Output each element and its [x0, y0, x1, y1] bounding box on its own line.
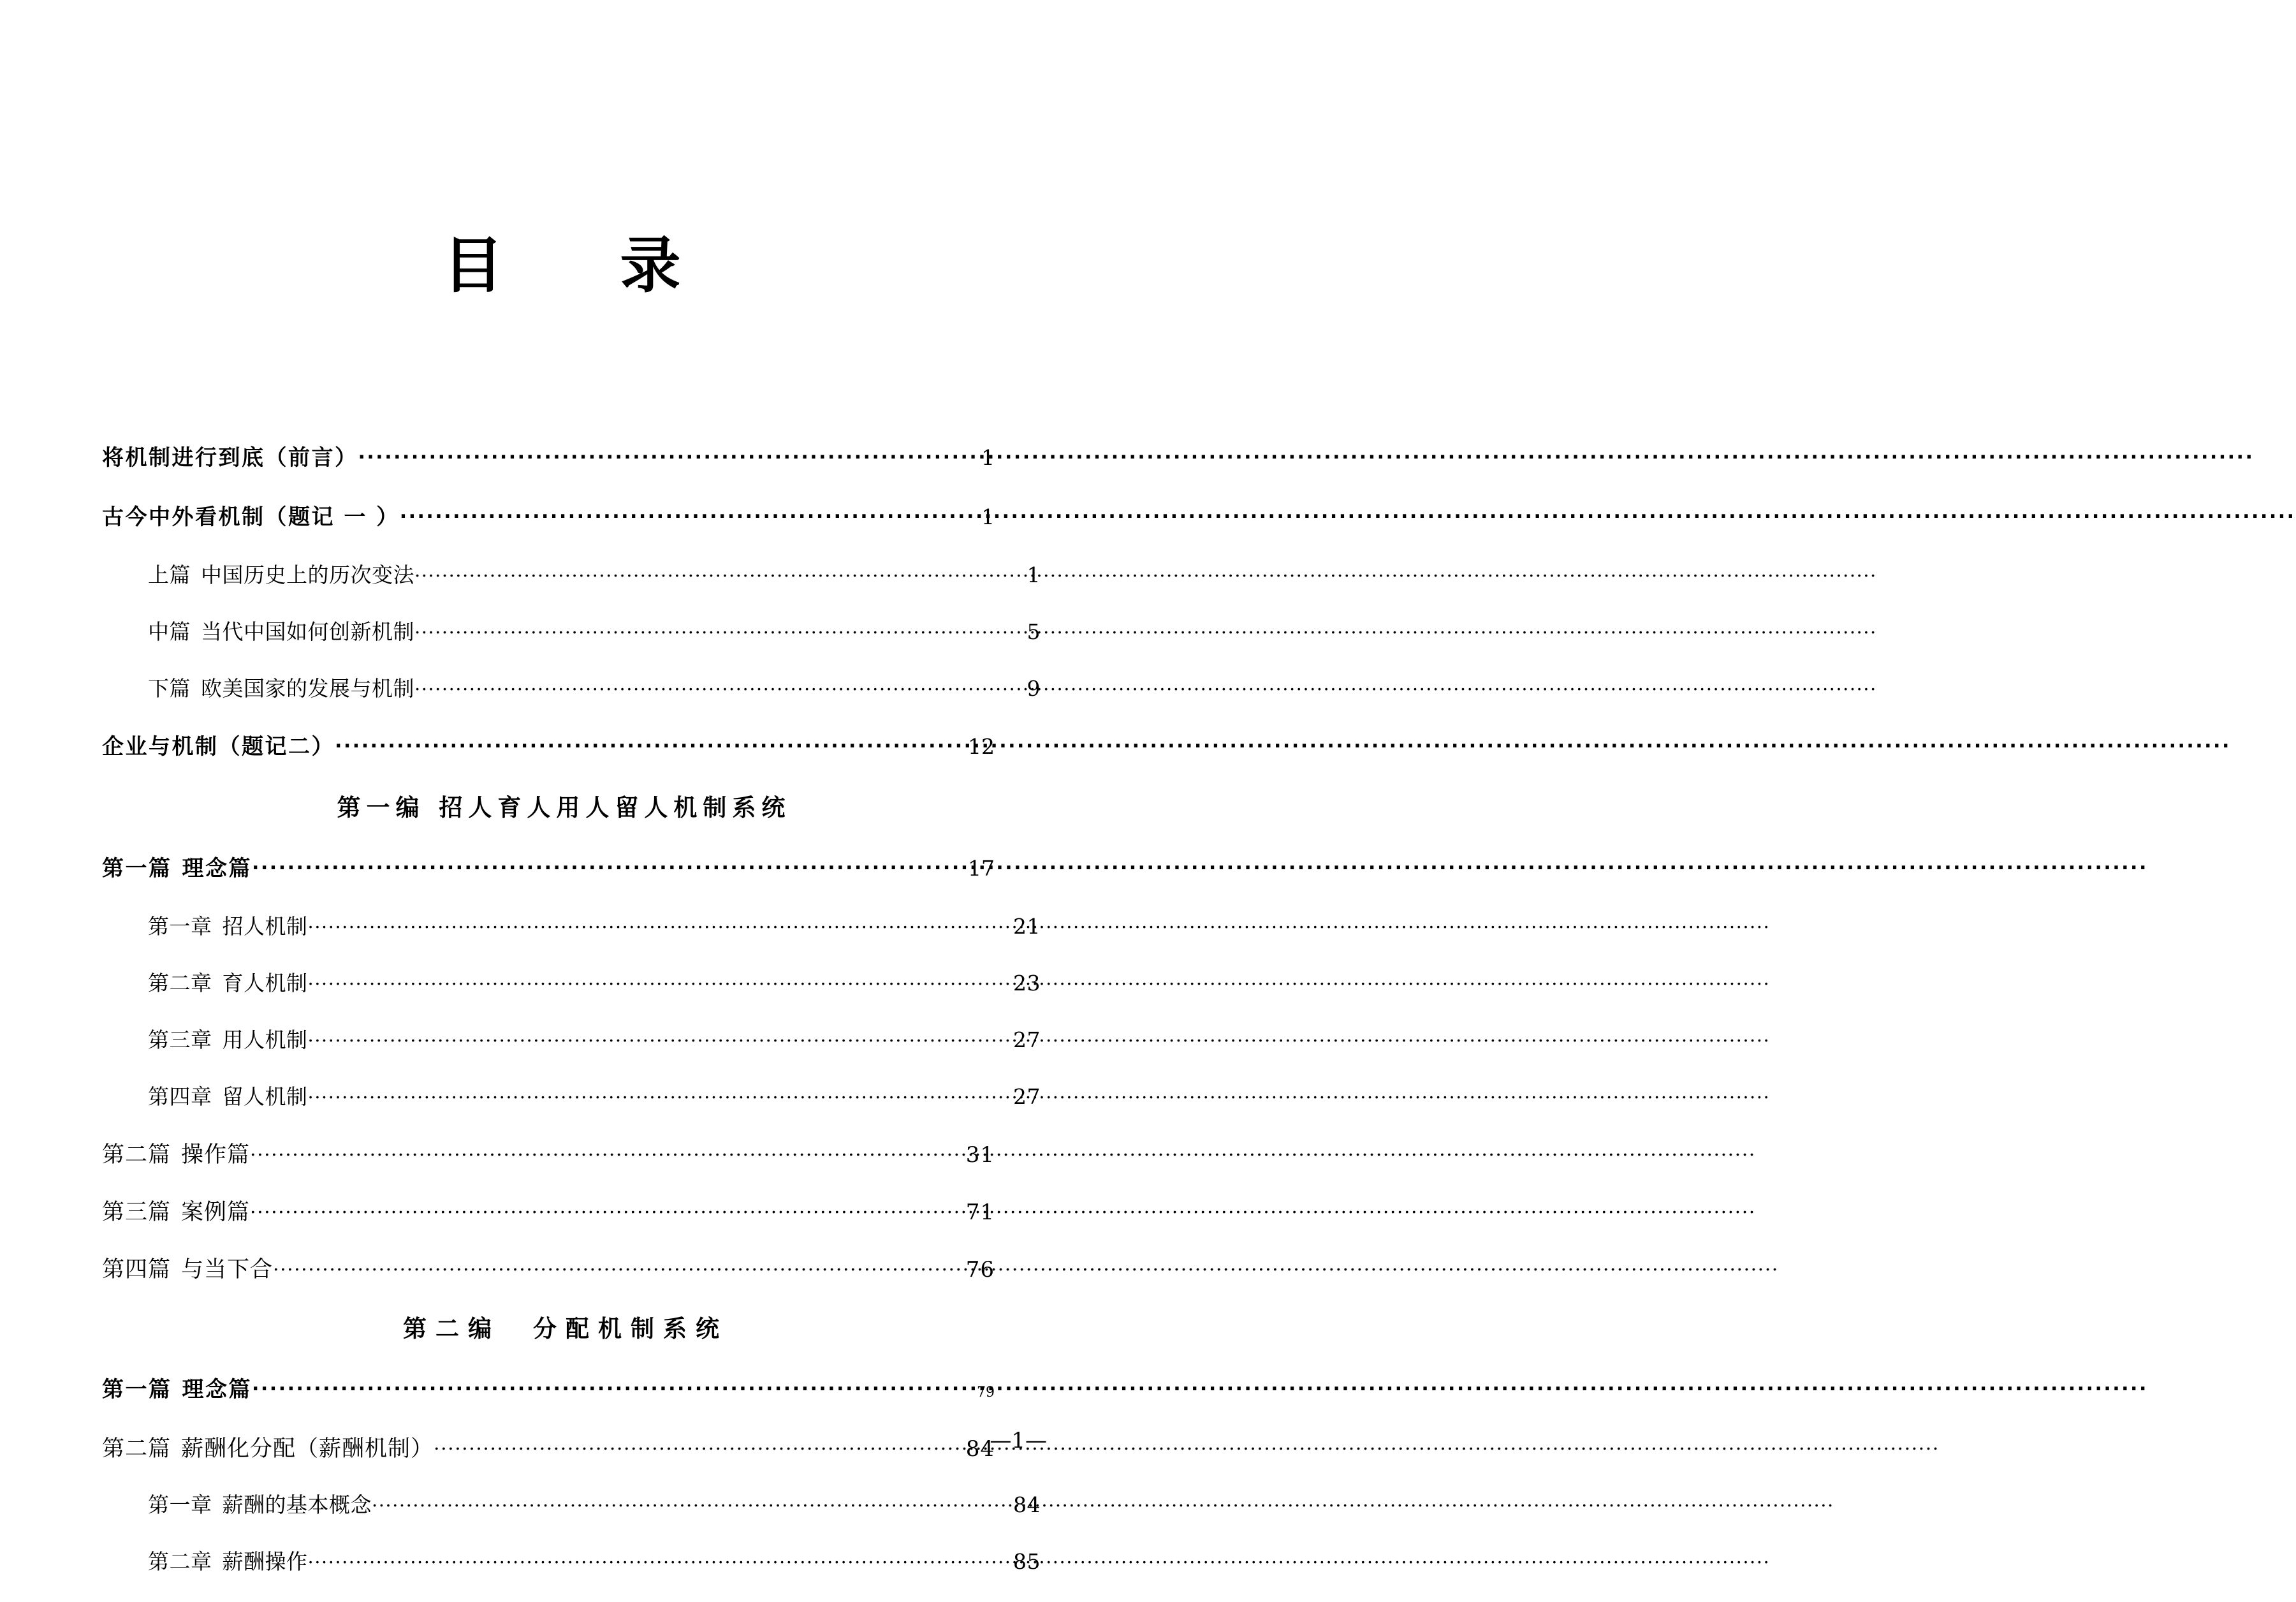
- toc-page-number: 85: [1013, 1549, 1041, 1574]
- toc-dot-leader: [335, 732, 959, 754]
- toc-page-number: 31: [965, 1142, 995, 1168]
- toc-page-number: 84: [965, 1436, 995, 1462]
- toc-entry-title: 欧美国家的发展与机制: [201, 676, 414, 701]
- toc-entry-title: 留人机制: [222, 1084, 308, 1109]
- toc-page-number: 1: [981, 504, 995, 529]
- toc-entry-title: 与当下合: [181, 1257, 274, 1282]
- toc-page-number: 76: [965, 1257, 995, 1282]
- toc-entry[interactable]: [102, 1252, 995, 1284]
- toc-entry-label: [102, 851, 252, 882]
- toc-entry-label: [102, 729, 335, 760]
- toc-entry[interactable]: [148, 1545, 1041, 1575]
- toc-dot-leader: [414, 675, 1005, 696]
- toc-entry-title: 案例篇: [181, 1200, 251, 1225]
- toc-dot-leader: [400, 503, 959, 524]
- toc-entry-label: [102, 1252, 273, 1284]
- toc-page-number: 9: [1027, 676, 1041, 701]
- toc-entry-prefix: 第四章: [148, 1084, 212, 1109]
- toc-entry[interactable]: [148, 1488, 1041, 1518]
- toc-entry-title: 薪酬的基本概念: [222, 1492, 372, 1517]
- toc-entry[interactable]: [102, 851, 995, 882]
- toc-entry-label: [102, 499, 400, 531]
- toc-page-number: 27: [1013, 1084, 1041, 1109]
- toc-entry-title: 薪酬化分配（薪酬机制）: [181, 1436, 434, 1462]
- toc-page-number: 71: [965, 1200, 995, 1225]
- toc-entry-label: [148, 1488, 372, 1518]
- toc-dot-leader: [308, 913, 1005, 934]
- toc-dot-leader: [372, 1491, 1005, 1512]
- toc-entry-label: [102, 1137, 250, 1169]
- toc-dot-leader: [273, 1254, 959, 1277]
- toc-entry-title: 理念篇: [182, 856, 252, 881]
- toc-entry[interactable]: [102, 1137, 995, 1169]
- toc-page-number: 84: [1013, 1492, 1041, 1517]
- toc-entry[interactable]: [102, 1372, 995, 1403]
- toc-entry-prefix: 第二章: [148, 971, 212, 996]
- toc-entry-title: 理念篇: [182, 1377, 252, 1402]
- toc-entry[interactable]: [102, 440, 995, 471]
- toc-entry[interactable]: [102, 499, 995, 531]
- toc-page-number: 5: [1027, 619, 1041, 644]
- toc-entry[interactable]: [102, 1431, 995, 1463]
- toc-entry-label: [102, 1194, 250, 1226]
- toc-page-number: 27: [1013, 1027, 1041, 1052]
- toc-entry[interactable]: [148, 910, 1041, 940]
- toc-entry-label: [102, 440, 358, 471]
- toc-list: [102, 440, 1041, 1602]
- toc-dot-leader: [308, 1083, 1005, 1104]
- toc-entry-prefix: 第一篇: [102, 856, 172, 881]
- toc-entry-label: [148, 1080, 308, 1110]
- toc-entry-prefix: 第三章: [148, 1027, 212, 1052]
- toc-entry[interactable]: [148, 967, 1041, 997]
- toc-page-number: 1: [1027, 562, 1041, 587]
- toc-entry-label: [148, 1545, 308, 1575]
- toc-part1-group: [102, 851, 1041, 1284]
- toc-page-number: 79: [977, 1385, 995, 1400]
- toc-dot-leader: [414, 561, 1005, 582]
- toc-entry-prefix: 第二篇: [102, 1436, 172, 1462]
- toc-dot-leader: [250, 1140, 959, 1162]
- toc-dot-leader: [252, 854, 959, 876]
- toc-dot-leader: [308, 969, 1005, 990]
- toc-entry-prefix: 第一章: [148, 914, 212, 939]
- toc-dot-leader: [414, 618, 1005, 639]
- toc-entry[interactable]: [148, 1080, 1041, 1110]
- toc-entry-label: [148, 559, 414, 589]
- toc-dot-leader: [250, 1197, 959, 1219]
- toc-dot-leader: [308, 1026, 1005, 1047]
- toc-entry-prefix: 第二篇: [102, 1142, 172, 1168]
- toc-entry-label: [148, 672, 414, 702]
- toc-entry-title: 企业与机制（题记二）: [102, 734, 335, 760]
- toc-entry-title: 操作篇: [181, 1142, 251, 1168]
- toc-entry-label: [102, 1431, 434, 1463]
- toc-entry[interactable]: [148, 559, 1041, 589]
- toc-entry-prefix: 第一章: [148, 1492, 212, 1517]
- toc-entry-title: 古今中外看机制（题记 一 ）: [102, 504, 400, 530]
- toc-dot-leader: [308, 1548, 1005, 1569]
- toc-part2-group: [102, 1372, 1041, 1575]
- toc-entry-title: 当代中国如何创新机制: [201, 619, 414, 644]
- toc-entry-prefix: 下篇: [148, 676, 191, 701]
- toc-entry-prefix: 中篇: [148, 619, 191, 644]
- toc-page-number: 1: [981, 445, 995, 470]
- toc-entry-label: [148, 1024, 308, 1054]
- toc-entry-title: 薪酬操作: [222, 1549, 308, 1574]
- page-folio: —1—: [990, 1428, 1047, 1453]
- part-heading-1: 第一编 招人育人用人留人机制系统: [337, 794, 791, 821]
- toc-entry-prefix: 上篇: [148, 562, 191, 587]
- toc-entry-title: 用人机制: [222, 1027, 308, 1052]
- toc-entry-label: [102, 1372, 252, 1403]
- toc-entry-prefix: 第三篇: [102, 1200, 172, 1225]
- toc-entry-label: [148, 910, 308, 940]
- toc-page: [0, 0, 1123, 1574]
- toc-dot-leader: [358, 443, 960, 465]
- toc-entry[interactable]: [102, 1194, 995, 1226]
- toc-entry-title: 招人机制: [222, 914, 308, 939]
- toc-page-number: 23: [1013, 971, 1041, 996]
- toc-dot-leader: [434, 1434, 959, 1456]
- toc-dot-leader: [252, 1375, 959, 1397]
- toc-entry-prefix: 第四篇: [102, 1257, 172, 1282]
- toc-entry-title: 育人机制: [222, 971, 308, 996]
- toc-page-number: 12: [968, 734, 995, 759]
- toc-entry[interactable]: [148, 1024, 1041, 1054]
- toc-entry[interactable]: [148, 672, 1041, 702]
- toc-entry-prefix: 第一篇: [102, 1377, 172, 1402]
- toc-entry-label: [148, 615, 414, 645]
- toc-entry[interactable]: [148, 615, 1041, 645]
- toc-page-number: 17: [968, 856, 995, 881]
- toc-entry-prefix: 第二章: [148, 1549, 212, 1574]
- toc-front-matter-group: [102, 440, 1041, 760]
- toc-entry-label: [148, 967, 308, 997]
- toc-entry-title: 中国历史上的历次变法: [201, 562, 414, 587]
- part-heading-2: 第二编 分配机制系统: [403, 1315, 728, 1342]
- toc-entry[interactable]: [102, 729, 995, 760]
- toc-page-number: 21: [1013, 914, 1041, 939]
- toc-entry-title: 将机制进行到底（前言）: [102, 445, 358, 471]
- page-title: 目 录: [442, 231, 709, 301]
